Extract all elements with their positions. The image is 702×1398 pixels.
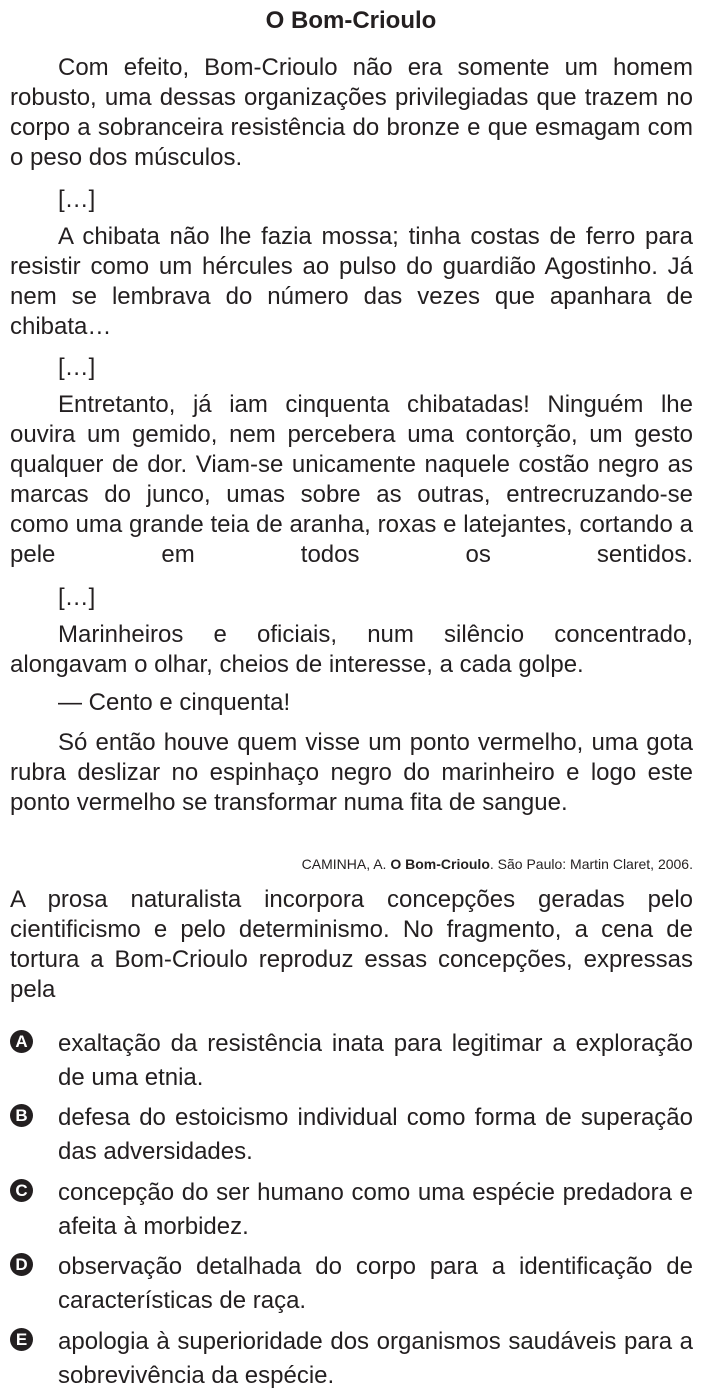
option-d-text: observação detalhada do corpo para a identificação de características de raça. bbox=[58, 1253, 693, 1314]
source-publication: São Paulo: Martin Claret, 2006. bbox=[497, 856, 693, 872]
paragraph-1: Com efeito, Bom-Crioulo não era somente um homem robusto, uma dessas organizações privilegiadas que trazem no corpo a sobranceira resistência do bronze e que esmagam com o peso dos músculos. bbox=[10, 54, 693, 171]
paragraph-2: A chibata não lhe fazia mossa; tinha costas de ferro para resistir como um hércules ao pulso do guardião Agostinho. Já nem se lembrava do número das vezes que apanhara de chibata… bbox=[10, 223, 693, 340]
source-author: CAMINHA, A. bbox=[301, 856, 387, 872]
option-e-letter-badge: E bbox=[10, 1328, 33, 1351]
dialogue-line: — Cento e cinquenta! bbox=[58, 689, 291, 716]
text-title: O Bom-Crioulo bbox=[265, 7, 437, 34]
option-b-text: defesa do estoicismo individual como forma de superação das adversidades. bbox=[58, 1104, 693, 1165]
question-stem: A prosa naturalista incorpora concepções geradas pelo cientificismo e pelo determinismo. No fragmento, a cena de tortura a Bom-Crioulo reproduz essas concepções, expressas pela bbox=[10, 886, 693, 1003]
source-work: O Bom-Crioulo bbox=[390, 856, 490, 872]
source-citation: CAMINHA, A. O Bom-Crioulo. São Paulo: Martin Claret, 2006. bbox=[301, 856, 693, 872]
paragraph-5: Só então houve quem visse um ponto vermelho, uma gota rubra deslizar no espinhaço negro do marinheiro e logo este ponto vermelho se transformar numa fita de sangue. bbox=[10, 729, 693, 816]
option-d[interactable] bbox=[10, 1250, 693, 1320]
option-e[interactable] bbox=[10, 1325, 693, 1395]
ellipsis-marker-1: […] bbox=[58, 186, 96, 213]
option-b-letter-badge: B bbox=[10, 1104, 33, 1127]
ellipsis-marker-3: […] bbox=[58, 584, 96, 611]
option-b[interactable] bbox=[10, 1101, 693, 1171]
option-a-letter-badge: A bbox=[10, 1030, 33, 1053]
paragraph-3: Entretanto, já iam cinquenta chibatadas! Ninguém lhe ouvira um gemido, nem percebera uma contorção, um gesto qualquer de dor. Viam-se unicamente naquele costão negro as marcas do junco, umas sobre as outras, entrecruzando-se como uma grande teia de aranha, roxas e latejantes, cortando a pele em todos os sentidos. bbox=[10, 391, 693, 568]
option-a[interactable] bbox=[10, 1027, 693, 1097]
option-d-letter-badge: D bbox=[10, 1253, 33, 1276]
ellipsis-marker-2: […] bbox=[58, 354, 96, 381]
option-c-letter-badge: C bbox=[10, 1179, 33, 1202]
option-e-text: apologia à superioridade dos organismos saudáveis para a sobrevivência da espécie. bbox=[58, 1328, 693, 1389]
option-a-text: exaltação da resistência inata para legitimar a exploração de uma etnia. bbox=[58, 1030, 693, 1091]
option-c-text: concepção do ser humano como uma espécie predadora e afeita à morbidez. bbox=[58, 1179, 693, 1240]
option-c[interactable] bbox=[10, 1176, 693, 1246]
paragraph-4: Marinheiros e oficiais, num silêncio concentrado, alongavam o olhar, cheios de interesse, a cada golpe. bbox=[10, 621, 693, 678]
